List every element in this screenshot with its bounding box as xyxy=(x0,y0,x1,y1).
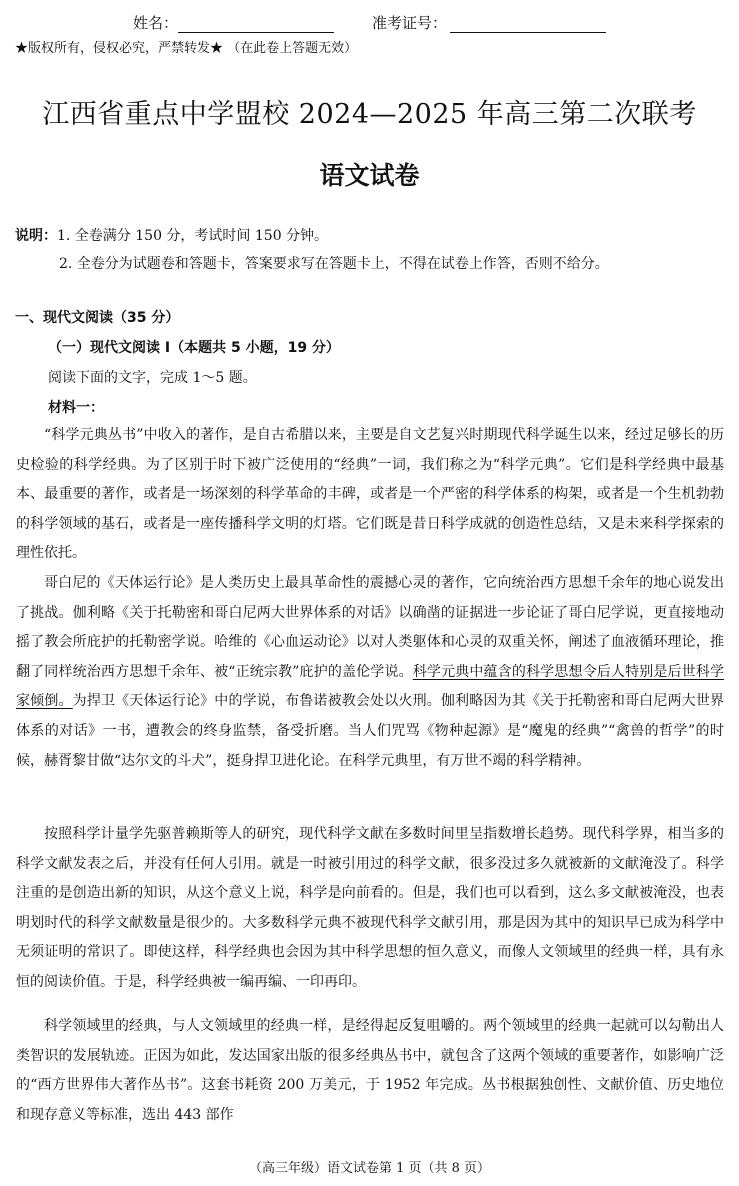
name-label: 姓名： xyxy=(133,14,179,32)
paragraph-4: 科学领域里的经典，与人文领域里的经典一样，是经得起反复咀嚼的。两个领域里的经典一起就可以勾勒出人类智识的发展轨迹。正因为如此，发达国家出版的很多经典丛书中，就包含了这两个领域的重要著作，如影响广泛的“西方世界伟大著作丛书”。这套书耗资 200 万美元，于 1952 年完成。丛书根据独创性、文献价值、历史地位和现存意义等标准，选出 443 部作 xyxy=(16,1018,724,1123)
subsection-heading: （一）现代文阅读 I（本题共 5 小题，19 分） xyxy=(48,340,340,356)
paragraph-3: 按照科学计量学先驱普赖斯等人的研究，现代科学文献在多数时间里呈指数增长趋势。现代科学界，相当多的科学文献发表之后，并没有任何人引用。就是一时被引用过的科学文献，很多没过多久就被新的文献淹没了。科学注重的是创造出新的知识，从这个意义上说，科学是向前看的。但是，我们也可以看到，这么多文献被淹没，也表明划时代的科学文献数量是很少的。大多数科学元典不被现代科学文献引用，那是因为其中的知识早已成为科学中无须证明的常识了。即使这样，科学经典也会因为其中科学思想的恒久意义，而像人文领域里的经典一样，具有永恒的阅读价值。于是，科学经典被一编再编、一印再印。 xyxy=(16,826,724,990)
page-footer: （高三年级）语文试卷第 1 页（共 8 页） xyxy=(248,1161,491,1176)
instructions-line-1 xyxy=(15,225,328,245)
exam-number-blank xyxy=(450,32,606,33)
exam-subtitle: 语文试卷 xyxy=(319,161,420,190)
exam-number-label: 准考证号： xyxy=(372,14,448,32)
instructions-label: 说明： xyxy=(15,228,57,244)
section-heading: 一、现代文阅读（35 分） xyxy=(15,310,180,326)
instructions-line-2: 2. 全卷分为试题卷和答题卡，答案要求写在答题卡上，不得在试卷上作答，否则不给分。 xyxy=(59,256,609,272)
candidate-info-line xyxy=(0,10,739,34)
paragraph-2-part-1: 哥白尼的《天体运行论》是人类历史上最具革命性的震撼心灵的著作，它向统治西方思想千余年的地心说发出了挑战。伽利略《关于托勒密和哥白尼两大世界体系的对话》以确凿的证据进一步论证了哥白尼学说，更直接地动摇了教会所庇护的托勒密学说。哈维的《心血运动论》以对人类躯体和心灵的双重关怀，阐述了血液循环理论，推翻了同样统治西方思想千余年、被“正统宗教”庇护的盖伦学说。 xyxy=(16,575,724,680)
instructions-text-1: 1. 全卷满分 150 分，考试时间 150 分钟。 xyxy=(57,228,329,244)
underlined-sentence: 科学元典中蕴含的科学思想令后人特别是后世科学家倾倒。 xyxy=(16,663,724,710)
reading-instruction: 阅读下面的文字，完成 1～5 题。 xyxy=(48,370,257,386)
exam-title: 江西省重点中学盟校 2024—2025 年高三第二次联考 xyxy=(42,99,697,130)
paragraph-2-part-2: 为捍卫《天体运行论》中的学说，布鲁诺被教会处以火刑。伽利略因为其《关于托勒密和哥白尼两大世界体系的对话》一书，遭教会的终身监禁，备受折磨。当人们咒骂《物种起源》是“魔鬼的经典”“禽兽的哲学”的时候，赫胥黎甘做“达尔文的斗犬”，挺身捍卫进化论。在科学元典里，有万世不竭的科学精神。 xyxy=(16,693,725,769)
paragraph-2 xyxy=(16,569,724,776)
material-label: 材料一： xyxy=(48,400,104,416)
name-blank xyxy=(178,32,334,33)
paragraph-1: “科学元典丛书”中收入的著作，是自古希腊以来，主要是自文艺复兴时期现代科学诞生以来，经过足够长的历史检验的科学经典。为了区别于时下被广泛使用的“经典”一词，我们称之为“科学元典”。它们是科学经典中最基本、最重要的著作，或者是一场深刻的科学革命的丰碑，或者是一个严密的科学体系的构架，或者是一个生机勃勃的科学领域的基石，或者是一座传播科学文明的灯塔。它们既是昔日科学成就的创造性总结，又是未来科学探索的理性依托。 xyxy=(16,427,724,562)
copyright-notice: ★版权所有，侵权必究，严禁转发★ （在此卷上答题无效） xyxy=(15,41,358,56)
